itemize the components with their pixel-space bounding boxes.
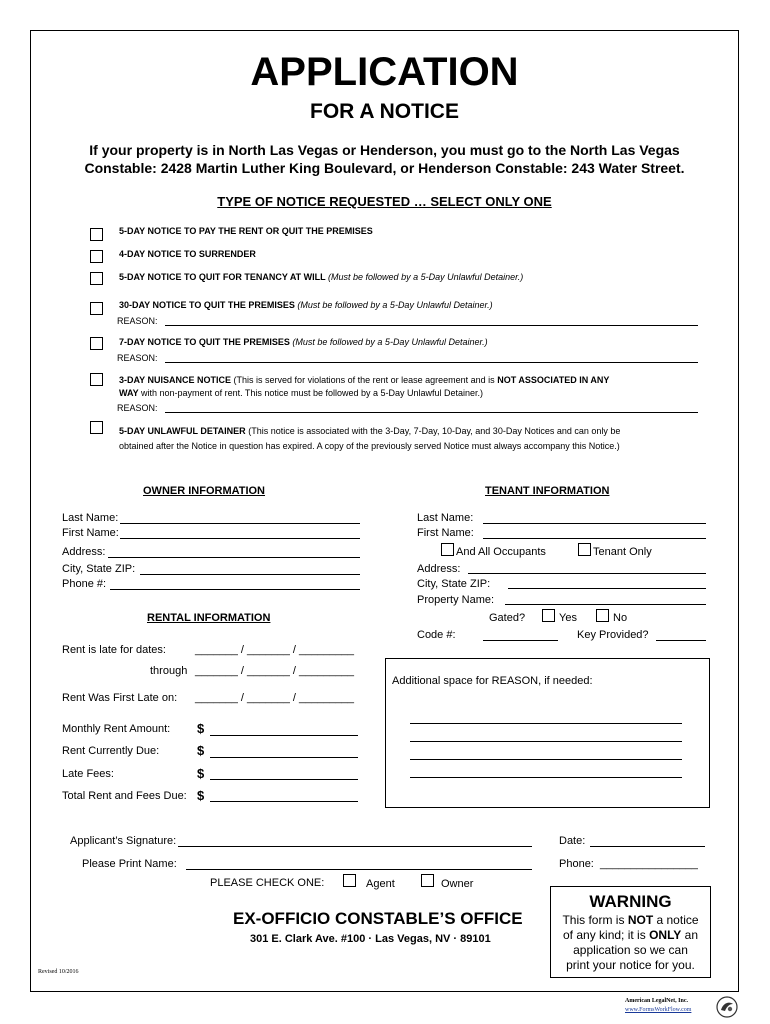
office-name: EX-OFFICIO CONSTABLE’S OFFICE <box>233 909 523 928</box>
total-due-label: Total Rent and Fees Due: <box>62 790 187 802</box>
warning-line-1: This form is NOT a notice <box>562 913 699 927</box>
first-late-label: Rent Was First Late on: <box>62 692 178 704</box>
dollar-sign: $ <box>197 788 205 803</box>
late-fees-field[interactable] <box>210 779 358 780</box>
current-due-field[interactable] <box>210 757 358 758</box>
tenant-last-name-field[interactable] <box>483 523 706 524</box>
reason-label: REASON: <box>117 403 158 413</box>
date-field[interactable] <box>590 846 705 847</box>
gated-no-label: No <box>613 612 628 624</box>
additional-reason-line[interactable] <box>410 777 682 778</box>
current-due-label: Rent Currently Due: <box>62 745 160 757</box>
late-fees-label: Late Fees: <box>62 768 114 780</box>
date-label: Date: <box>559 835 586 847</box>
code-field[interactable] <box>483 640 558 641</box>
dollar-sign: $ <box>197 766 205 781</box>
print-name-label: Please Print Name: <box>82 858 177 870</box>
tenant-only-label: Tenant Only <box>593 546 652 558</box>
additional-reason-label: Additional space for REASON, if needed: <box>392 675 593 687</box>
tenant-address-label: Address: <box>417 563 461 575</box>
owner-phone-label: Phone #: <box>62 578 107 590</box>
owner-label: Owner <box>441 878 474 890</box>
owner-city-label: City, State ZIP: <box>62 563 136 575</box>
owner-city-field[interactable] <box>140 574 360 575</box>
checkbox-5day-tenancy[interactable] <box>90 272 103 285</box>
instruction-line-1: If your property is in North Las Vegas or Henderson, you must go to the North Las Vegas <box>89 142 680 158</box>
owner-heading: OWNER INFORMATION <box>143 485 266 497</box>
check-one-label: PLEASE CHECK ONE: <box>210 877 325 889</box>
checkbox-tenant-only[interactable] <box>578 543 591 556</box>
publisher-name: American LegalNet, Inc. <box>625 998 688 1004</box>
first-late-field[interactable]: _______ / _______ / _________ <box>195 692 355 704</box>
rental-heading: RENTAL INFORMATION <box>147 612 271 624</box>
gated-yes-label: Yes <box>559 612 577 624</box>
reason-label: REASON: <box>117 316 158 326</box>
warning-title: WARNING <box>589 892 672 911</box>
checkbox-7day[interactable] <box>90 337 103 350</box>
owner-address-label: Address: <box>62 546 106 558</box>
property-name-label: Property Name: <box>417 594 495 606</box>
monthly-rent-field[interactable] <box>210 735 358 736</box>
checkbox-30day[interactable] <box>90 302 103 315</box>
revised-date: Revised 10/2016 <box>38 969 79 975</box>
code-label: Code #: <box>417 629 456 641</box>
page-title: APPLICATION <box>250 50 519 94</box>
applicant-signature-label: Applicant’s Signature: <box>70 835 177 847</box>
option-3day-nuisance-cont: WAY with non-payment of rent. This notice must be followed by a 5-Day Unlawful Detainer.) <box>119 388 484 398</box>
checkbox-3day-nuisance[interactable] <box>90 373 103 386</box>
option-4day-surrender: 4-DAY NOTICE TO SURRENDER <box>119 249 256 259</box>
option-5day-unlawful-cont: obtained after the Notice in question has expired. A copy of the previously served Notice must always accompany this Notice.) <box>119 441 620 451</box>
office-address: 301 E. Clark Ave. #100 · Las Vegas, NV · 89101 <box>250 933 491 945</box>
dollar-sign: $ <box>197 743 205 758</box>
checkbox-gated-no[interactable] <box>596 609 609 622</box>
tenant-city-field[interactable] <box>508 588 706 589</box>
publisher-logo-icon <box>716 996 738 1018</box>
reason-label: REASON: <box>117 353 158 363</box>
applicant-signature-field[interactable] <box>178 846 532 847</box>
tenant-first-name-field[interactable] <box>483 538 706 539</box>
through-label: through <box>150 665 188 677</box>
option-7day: 7-DAY NOTICE TO QUIT THE PREMISES (Must be followed by a 5-Day Unlawful Detainer.) <box>119 337 488 347</box>
agent-label: Agent <box>366 878 395 890</box>
phone-label: Phone: <box>559 858 594 870</box>
through-date-field[interactable]: _______ / _______ / _________ <box>195 665 355 677</box>
tenant-address-field[interactable] <box>468 573 706 574</box>
checkbox-5day-pay[interactable] <box>90 228 103 241</box>
owner-last-name-field[interactable] <box>120 523 360 524</box>
checkbox-all-occupants[interactable] <box>441 543 454 556</box>
dollar-sign: $ <box>197 721 205 736</box>
option-30day: 30-DAY NOTICE TO QUIT THE PREMISES (Must be followed by a 5-Day Unlawful Detainer.) <box>119 300 493 310</box>
warning-line-3: application so we can <box>573 943 688 957</box>
owner-address-field[interactable] <box>108 557 360 558</box>
warning-line-4: print your notice for you. <box>566 958 695 972</box>
late-dates-field[interactable]: _______ / _______ / _________ <box>195 644 355 656</box>
additional-reason-line[interactable] <box>410 759 682 760</box>
instruction-line-2: Constable: 2428 Martin Luther King Boulevard, or Henderson Constable: 243 Water Street. <box>84 160 685 176</box>
tenant-first-name-label: First Name: <box>417 527 474 539</box>
tenant-heading: TENANT INFORMATION <box>485 485 610 497</box>
total-due-field[interactable] <box>210 801 358 802</box>
gated-label: Gated? <box>489 612 526 624</box>
phone-field[interactable]: ________________ <box>600 858 698 870</box>
checkbox-owner[interactable] <box>421 874 434 887</box>
owner-last-name-label: Last Name: <box>62 512 119 524</box>
reason-field-7day[interactable] <box>165 362 698 363</box>
late-dates-label: Rent is late for dates: <box>62 644 166 656</box>
tenant-last-name-label: Last Name: <box>417 512 474 524</box>
option-3day-nuisance: 3-DAY NUISANCE NOTICE (This is served for violations of the rent or lease agreement and is NOT ASSOCIATED IN ANY <box>119 375 610 385</box>
owner-phone-field[interactable] <box>110 589 360 590</box>
page-subtitle: FOR A NOTICE <box>310 100 459 123</box>
publisher-link[interactable]: www.FormsWorkFlow.com <box>625 1007 692 1013</box>
option-5day-tenancy: 5-DAY NOTICE TO QUIT FOR TENANCY AT WILL (Must be followed by a 5-Day Unlawful Detainer.) <box>119 272 524 282</box>
checkbox-4day-surrender[interactable] <box>90 250 103 263</box>
monthly-rent-label: Monthly Rent Amount: <box>62 723 171 735</box>
owner-first-name-label: First Name: <box>62 527 119 539</box>
reason-field-30day[interactable] <box>165 325 698 326</box>
additional-reason-line[interactable] <box>410 723 682 724</box>
checkbox-5day-unlawful[interactable] <box>90 421 103 434</box>
notice-type-heading: TYPE OF NOTICE REQUESTED … SELECT ONLY ONE <box>217 194 552 209</box>
owner-first-name-field[interactable] <box>120 538 360 539</box>
additional-reason-line[interactable] <box>410 741 682 742</box>
property-name-field[interactable] <box>505 604 706 605</box>
checkbox-agent[interactable] <box>343 874 356 887</box>
key-provided-label: Key Provided? <box>577 629 649 641</box>
reason-field-nuisance[interactable] <box>165 412 698 413</box>
checkbox-gated-yes[interactable] <box>542 609 555 622</box>
all-occupants-label: And All Occupants <box>456 546 546 558</box>
warning-line-2: of any kind; it is ONLY an <box>563 928 698 942</box>
option-5day-pay: 5-DAY NOTICE TO PAY THE RENT OR QUIT THE PREMISES <box>119 226 373 236</box>
print-name-field[interactable] <box>186 869 532 870</box>
tenant-city-label: City, State ZIP: <box>417 578 491 590</box>
option-5day-unlawful: 5-DAY UNLAWFUL DETAINER (This notice is associated with the 3-Day, 7-Day, 10-Day, and 30-Day Notices and can only be <box>119 426 621 436</box>
key-provided-field[interactable] <box>656 640 706 641</box>
